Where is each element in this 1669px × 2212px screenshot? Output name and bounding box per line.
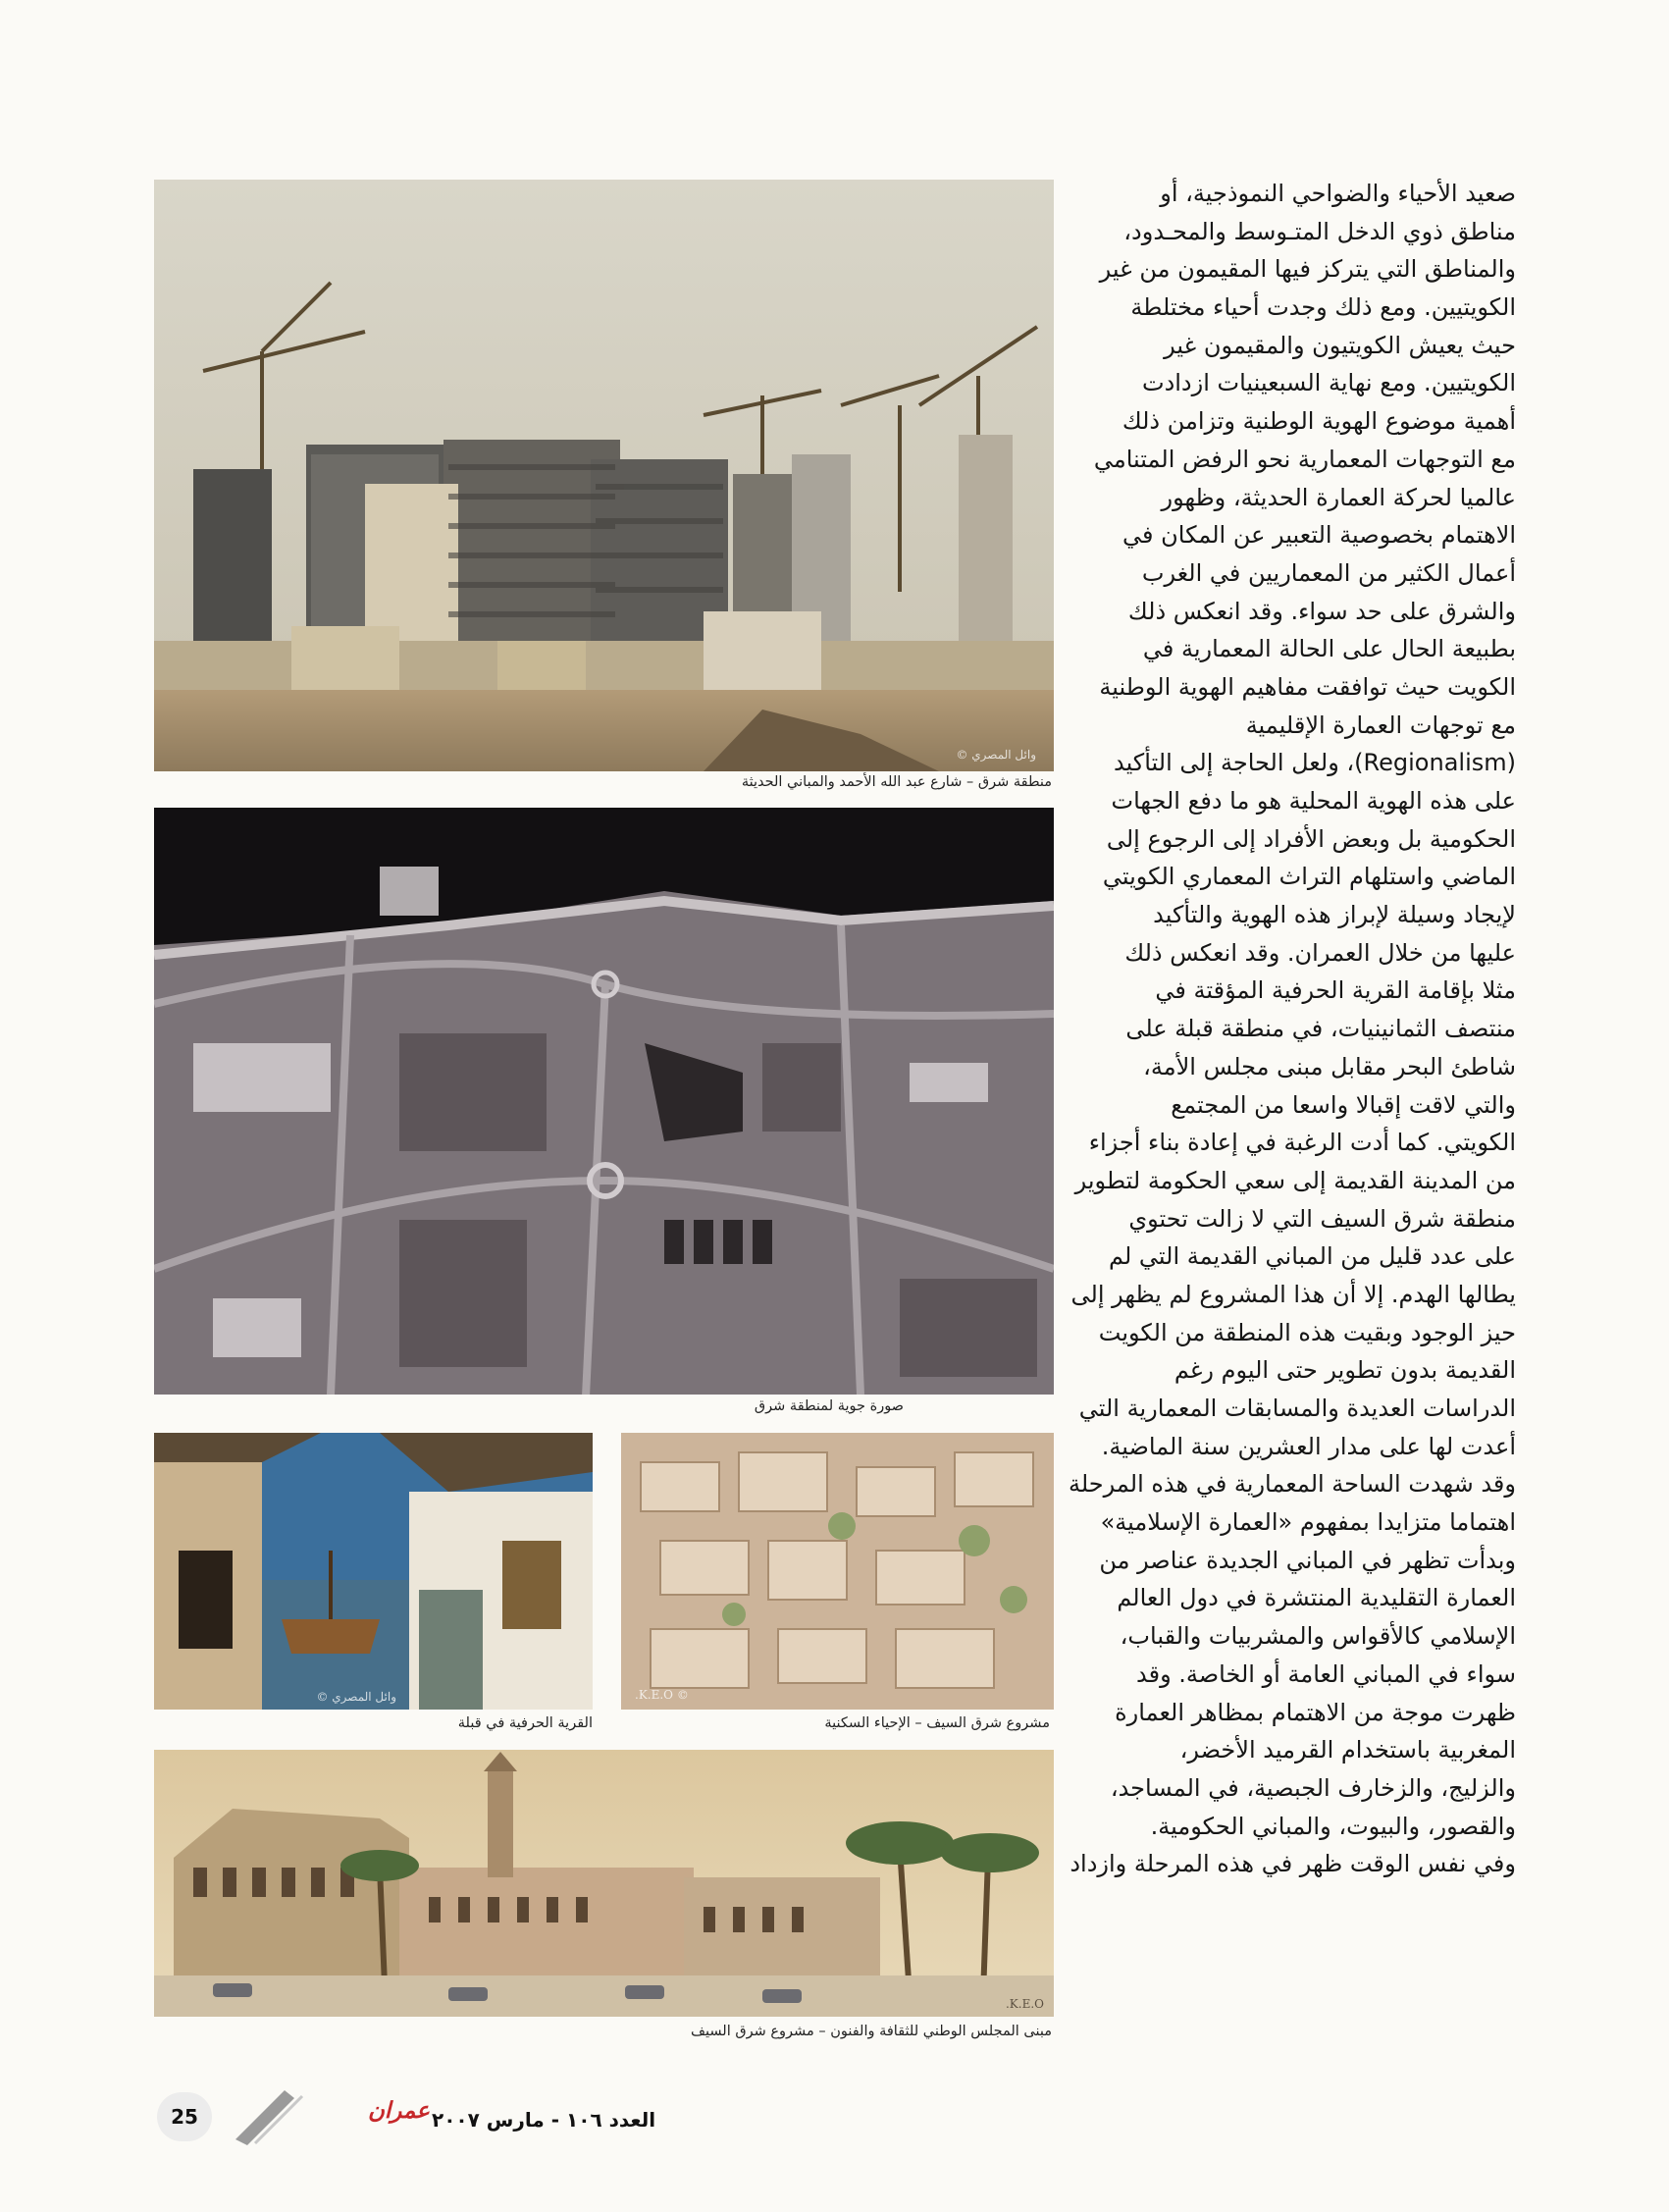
article-line: (Regionalism)، ولعل الحاجة إلى التأكيد: [1113, 749, 1516, 777]
article-line: والتي لاقت إقبالا واسعا من المجتمع: [1171, 1090, 1516, 1119]
article-line: صعيد الأحياء والضواحي النموذجية، أو: [1160, 180, 1516, 207]
article-line: الماضي واستلهام التراث المعماري الكويتي: [1102, 863, 1516, 891]
article-line: حيث يعيش الكويتيون والمقيمون غير: [1164, 331, 1516, 359]
article-line: الكويت حيث توافقت مفاهيم الهوية الوطنية: [1099, 672, 1516, 701]
photo-credit: وائل المصري ©: [316, 1690, 396, 1704]
article-line: الكويتيين. ومع نهاية السبعينيات ازدادت: [1141, 369, 1516, 397]
article-line: اهتماما متزايدا بمفهوم «العمارة الإسلامية»: [1100, 1508, 1516, 1537]
article-line: بطبيعة الحال على الحالة المعمارية في: [1142, 635, 1516, 663]
article-line: الحكومية بل وبعض الأفراد إلى الرجوع إلى: [1106, 824, 1516, 853]
caption-sharq-street: منطقة شرق – شارع عبد الله الأحمد والمباني الحديثة: [741, 774, 1052, 790]
article-line: من المدينة القديمة إلى سعي الحكومة لتطوير: [1074, 1166, 1516, 1194]
article-line: حيز الوجود وبقيت هذه المنطقة من الكويت: [1098, 1318, 1516, 1346]
article-line: والمناطق التي يتركز فيها المقيمون من غير: [1099, 255, 1516, 284]
photo-credit: وائل المصري ©: [956, 748, 1036, 762]
photo-credit: K.E.O.: [1005, 1997, 1044, 2011]
article-line: لإيجاد وسيلة لإبراز هذه الهوية والتأكيد: [1153, 901, 1516, 929]
magazine-logo: عمران: [368, 2098, 430, 2124]
article-line: مع التوجهات المعمارية نحو الرفض المتنامي: [1093, 445, 1516, 473]
article-body: [1047, 175, 1516, 1883]
article-line: وقد شهدت الساحة المعمارية في هذه المرحلة: [1068, 1470, 1516, 1499]
article-line: أهمية موضوع الهوية الوطنية وتزامن ذلك: [1121, 407, 1516, 436]
issue-info: العدد ١٠٦ - مارس ٢٠٠٧: [432, 2108, 656, 2132]
article-line: منتصف الثمانينيات، في منطقة قبلة على: [1125, 1015, 1516, 1043]
rendering-cultural-council: [154, 1750, 1054, 2017]
article-line: الكويتي. كما أدت الرغبة في إعادة بناء أجزاء: [1088, 1129, 1516, 1157]
caption-crafts-village: القرية الحرفية في قبلة: [457, 1715, 593, 1731]
photo-aerial-sharq: [154, 808, 1054, 1395]
article-line: وبدأت تظهر في المباني الجديدة عناصر من: [1099, 1546, 1516, 1574]
article-line: الاهتمام بخصوصية التعبير عن المكان في: [1122, 521, 1516, 550]
page-footer: [0, 2080, 1669, 2159]
article-line: عليها من خلال العمران. وقد انعكس ذلك: [1124, 938, 1516, 967]
article-line: العمارة التقليدية المنتشرة في دول العالم: [1117, 1584, 1516, 1612]
page-number: 25: [157, 2092, 212, 2141]
article-line: الدراسات العديدة والمسابقات المعمارية التي: [1078, 1395, 1516, 1422]
article-line: الإسلامي كالأقواس والمشربيات والقباب،: [1120, 1622, 1516, 1651]
photo-sharq-street: [154, 180, 1054, 771]
article-line: مع توجهات العمارة الإقليمية: [1245, 711, 1516, 739]
article-line: أعدت لها على مدار العشرين سنة الماضية.: [1101, 1432, 1516, 1460]
article-line: القديمة بدون تطوير حتى اليوم رغم: [1174, 1356, 1516, 1385]
article-line: والقصور، والبيوت، والمباني الحكومية.: [1150, 1812, 1516, 1840]
article-line: والزليج، والزخارف الجبصية، في المساجد،: [1110, 1773, 1516, 1802]
article-line: منطقة شرق السيف التي لا زالت تحتوي: [1128, 1204, 1516, 1233]
photo-credit: © K.E.O.: [635, 1688, 689, 1702]
photo-sharq-model: [621, 1433, 1054, 1710]
article-line: الكويتيين. ومع ذلك وجدت أحياء مختلطة: [1130, 293, 1516, 322]
article-line: مناطق ذوي الدخل المتـوسط والمحـدود،: [1123, 217, 1516, 245]
caption-sharq-model: مشروع شرق السيف – الإحياء السكنية: [824, 1715, 1050, 1731]
article-line: على هذه الهوية المحلية هو ما دفع الجهات: [1111, 787, 1516, 815]
article-line: شاطئ البحر مقابل مبنى مجلس الأمة،: [1143, 1052, 1516, 1080]
compass-logo-icon: [226, 2080, 373, 2149]
article-line: ظهرت موجة من الاهتمام بمظاهر العمارة: [1115, 1698, 1516, 1726]
article-line: سواء في المباني العامة أو الخاصة. وقد: [1136, 1659, 1516, 1688]
article-line: وفي نفس الوقت ظهر في هذه المرحلة وازداد: [1069, 1850, 1516, 1878]
article-line: مثلا بإقامة القرية الحرفية المؤقتة في: [1155, 976, 1516, 1005]
article-line: على عدد قليل من المباني القديمة التي لم: [1109, 1242, 1516, 1271]
article-line: أعمال الكثير من المعماريين في الغرب: [1141, 558, 1516, 587]
article-line: عالميا لحركة العمارة الحديثة، وظهور: [1161, 483, 1516, 511]
article-line: والشرق على حد سواء. وقد انعكس ذلك: [1127, 597, 1516, 625]
article-line: المغربية باستخدام القرميد الأخضر،: [1179, 1736, 1516, 1764]
article-line: يطالها الهدم. إلا أن هذا المشروع لم يظهر إلى: [1070, 1280, 1516, 1308]
caption-cultural-council: مبنى المجلس الوطني للثقافة والفنون – مشروع شرق السيف: [690, 2024, 1052, 2039]
caption-aerial: صورة جوية لمنطقة شرق: [754, 1398, 904, 1414]
photo-crafts-village: [154, 1433, 593, 1710]
